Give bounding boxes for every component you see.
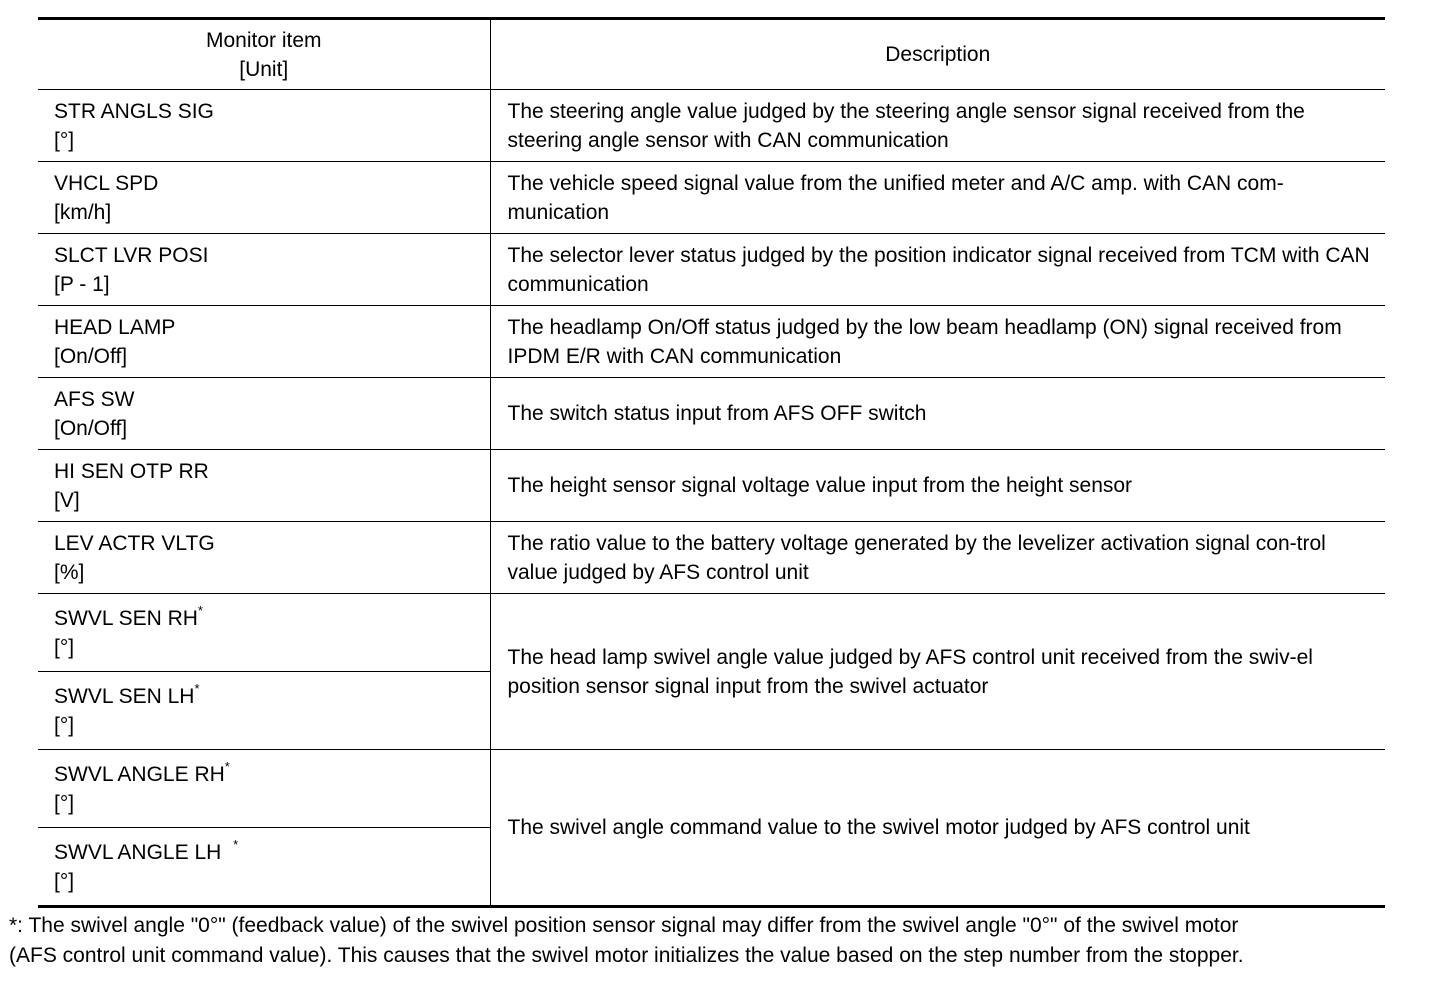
footnote-asterisk: * xyxy=(224,758,230,774)
footnote-asterisk: * xyxy=(197,602,203,618)
monitor-item-cell xyxy=(38,450,490,522)
monitor-item-cell xyxy=(38,162,490,234)
monitor-item-table xyxy=(38,17,1385,908)
monitor-item-name: STR ANGLS SIG xyxy=(54,99,214,123)
footnote xyxy=(9,911,1449,971)
monitor-item-name xyxy=(54,604,490,633)
description-cell: The swivel angle command value to the swivel motor judged by AFS control unit xyxy=(490,750,1385,907)
monitor-item-name: SLCT LVR POSI xyxy=(54,243,209,267)
description-cell: The head lamp swivel angle value judged by AFS control unit received from the swiv-el position sensor signal input from the swivel actuator xyxy=(490,594,1385,750)
monitor-item-name: LEV ACTR VLTG xyxy=(54,531,215,555)
table-row xyxy=(38,522,1385,594)
monitor-item-unit: [On/Off] xyxy=(54,344,128,368)
monitor-item-name-text: SWVL SEN LH xyxy=(54,684,195,708)
monitor-item-name: AFS SW xyxy=(54,387,135,411)
monitor-item-name-text: SWVL SEN RH xyxy=(54,606,198,630)
table-header-row xyxy=(38,19,1385,90)
monitor-item-unit: [°] xyxy=(54,713,75,737)
footnote-asterisk: * xyxy=(194,680,200,696)
monitor-item-unit: [km/h] xyxy=(54,200,112,224)
monitor-item-cell xyxy=(38,378,490,450)
footnote-line-2: (AFS control unit command value). This causes that the swivel motor initializes the value based on the step number from the stopper. xyxy=(9,944,1244,967)
header-monitor-item xyxy=(38,19,490,90)
monitor-item-name: VHCL SPD xyxy=(54,171,159,195)
monitor-item-unit: [°] xyxy=(54,791,75,815)
table-row xyxy=(38,594,1385,672)
description-cell: The headlamp On/Off status judged by the low beam headlamp (ON) signal received from IPDM E/R with CAN communication xyxy=(490,306,1385,378)
monitor-item-unit: [V] xyxy=(54,488,80,512)
monitor-item-name: HEAD LAMP xyxy=(54,315,176,339)
monitor-item-cell xyxy=(38,750,490,828)
description-cell: The ratio value to the battery voltage generated by the levelizer activation signal con-trol value judged by AFS control unit xyxy=(490,522,1385,594)
monitor-item-cell xyxy=(38,306,490,378)
description-cell: The height sensor signal voltage value input from the height sensor xyxy=(490,450,1385,522)
table-row xyxy=(38,162,1385,234)
table-row xyxy=(38,234,1385,306)
monitor-item-cell xyxy=(38,594,490,672)
monitor-item-cell xyxy=(38,234,490,306)
monitor-item-cell xyxy=(38,672,490,750)
table-row xyxy=(38,750,1385,828)
monitor-item-cell xyxy=(38,90,490,162)
description-cell: The steering angle value judged by the steering angle sensor signal received from the steering angle sensor with CAN communication xyxy=(490,90,1385,162)
monitor-item-unit: [°] xyxy=(54,128,75,152)
monitor-item-name-text: SWVL ANGLE RH xyxy=(54,762,225,786)
description-cell: The selector lever status judged by the position indicator signal received from TCM with CAN communication xyxy=(490,234,1385,306)
table-row xyxy=(38,450,1385,522)
description-cell: The switch status input from AFS OFF switch xyxy=(490,378,1385,450)
monitor-item-cell xyxy=(38,522,490,594)
footnote-line-1: *: The swivel angle "0°" (feedback value) of the swivel position sensor signal may differ from the swivel angle "0°" of the swivel motor xyxy=(9,914,1239,937)
description-cell: The vehicle speed signal value from the unified meter and A/C amp. with CAN com-munication xyxy=(490,162,1385,234)
table-row xyxy=(38,90,1385,162)
monitor-item-unit: [°] xyxy=(54,869,75,893)
monitor-item-name-text: SWVL ANGLE LH xyxy=(54,840,228,864)
monitor-item-name xyxy=(54,760,490,789)
footnote-asterisk: * xyxy=(233,836,239,852)
monitor-item-cell xyxy=(38,828,490,907)
monitor-item-name: HI SEN OTP RR xyxy=(54,459,209,483)
monitor-item-unit: [%] xyxy=(54,560,85,584)
monitor-item-name xyxy=(54,682,490,711)
monitor-item-unit: [P - 1] xyxy=(54,272,110,296)
header-unit-label: [Unit] xyxy=(239,57,289,81)
monitor-item-name xyxy=(54,838,490,867)
monitor-item-unit: [°] xyxy=(54,635,75,659)
table-row xyxy=(38,378,1385,450)
monitor-item-unit: [On/Off] xyxy=(54,416,128,440)
header-description: Description xyxy=(490,19,1385,90)
header-monitor-item-label: Monitor item xyxy=(205,28,322,52)
table-row xyxy=(38,306,1385,378)
